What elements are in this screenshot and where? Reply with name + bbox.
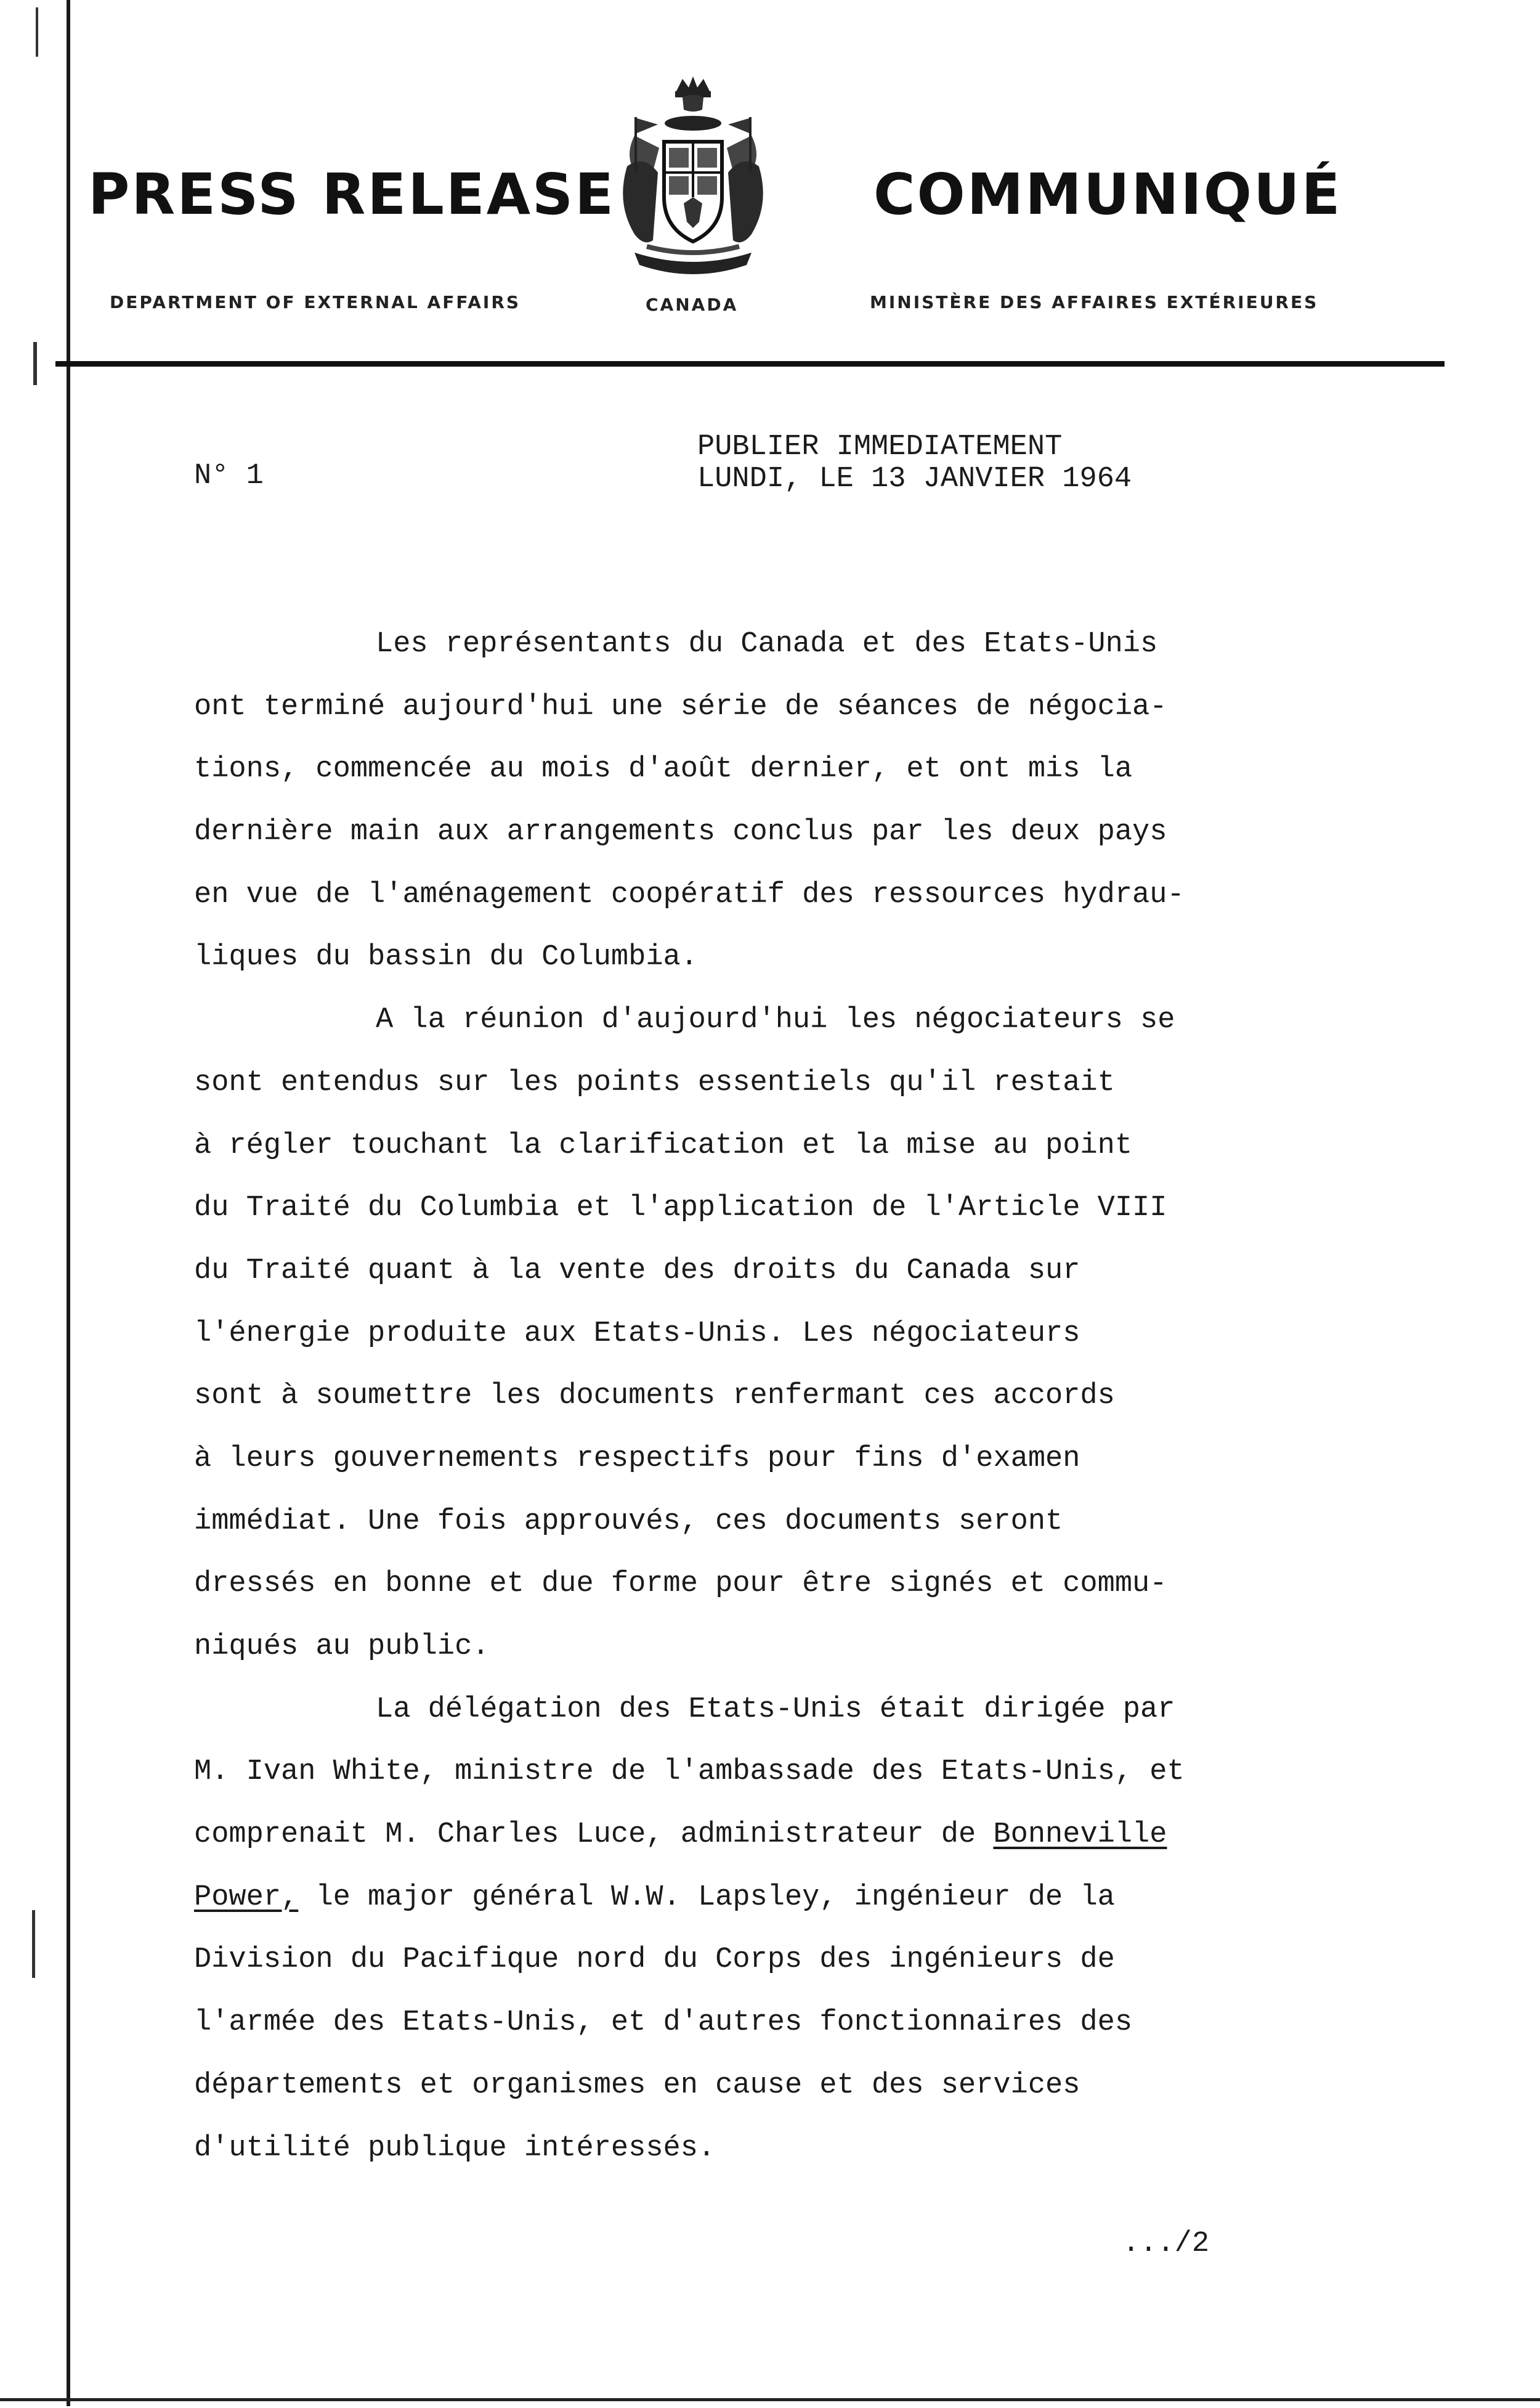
body-text-segment: comprenait M. Charles Luce, administrateur de <box>194 1818 994 1852</box>
press-release-title: PRESS RELEASE <box>88 161 615 227</box>
body-line: Les représentants du Canada et des Etats-Unis <box>376 628 1158 661</box>
body-line: sont entendus sur les points essentiels qu'il restait <box>194 1066 1115 1099</box>
body-line: l'armée des Etats-Unis, et d'autres fonctionnaires des <box>194 2006 1133 2040</box>
body-line: La délégation des Etats-Unis était dirigée par <box>376 1693 1175 1726</box>
release-date: LUNDI, LE 13 JANVIER 1964 <box>697 463 1132 495</box>
body-line: d'utilité publique intéressés. <box>194 2131 716 2165</box>
release-info <box>697 431 1132 495</box>
body-line: dressés en bonne et due forme pour être signés et commu- <box>194 1568 1167 1601</box>
body-line: Division du Pacifique nord du Corps des ingénieurs de <box>194 1943 1115 1977</box>
department-french: MINISTÈRE DES AFFAIRES EXTÉRIEURES <box>870 292 1319 312</box>
body-line: liques du bassin du Columbia. <box>194 941 698 974</box>
continued-page-marker: .../2 <box>1122 2227 1210 2260</box>
underlined-term: Bonneville <box>993 1818 1167 1852</box>
body-line: M. Ivan White, ministre de l'ambassade des Etats-Unis, et <box>194 1755 1185 1789</box>
body-line: tions, commencée au mois d'août dernier, et ont mis la <box>194 753 1133 786</box>
body-line <box>194 1866 1315 1929</box>
page-bottom-edge-line <box>0 2398 1540 2401</box>
body-line <box>194 1804 1315 1866</box>
body-line: en vue de l'aménagement coopératif des ressources hydrau- <box>194 878 1185 911</box>
body-line: l'énergie produite aux Etats-Unis. Les négociateurs <box>194 1317 1080 1350</box>
scan-edge-mark <box>33 342 37 385</box>
body-line: sont à soumettre les documents renfermant ces accords <box>194 1380 1115 1413</box>
scan-edge-mark <box>36 7 38 57</box>
country-label: CANADA <box>646 295 739 315</box>
release-number: N° 1 <box>194 460 264 492</box>
body-line: du Traité quant à la vente des droits du Canada sur <box>194 1254 1080 1287</box>
department-english: DEPARTMENT OF EXTERNAL AFFAIRS <box>110 292 521 312</box>
body-line: dernière main aux arrangements conclus par les deux pays <box>194 816 1167 849</box>
header-divider <box>55 361 1445 367</box>
publish-note: PUBLIER IMMEDIATEMENT <box>697 431 1063 463</box>
body-line: ont terminé aujourd'hui une série de séances de négocia- <box>194 690 1167 723</box>
release-body <box>194 613 1315 2179</box>
communique-title: COMMUNIQUÉ <box>873 161 1342 227</box>
body-line: A la réunion d'aujourd'hui les négociateurs se <box>376 1004 1175 1037</box>
body-line: immédiat. Une fois approuvés, ces documents seront <box>194 1505 1063 1538</box>
underlined-term: Power, <box>194 1881 299 1914</box>
coat-of-arms-of-canada-icon <box>610 74 776 290</box>
body-line: niqués au public. <box>194 1630 490 1663</box>
body-line: départements et organismes en cause et des services <box>194 2068 1080 2102</box>
body-line: du Traité du Columbia et l'application de l'Article VIII <box>194 1192 1167 1225</box>
body-line: à régler touchant la clarification et la mise au point <box>194 1129 1133 1162</box>
body-line: à leurs gouvernements respectifs pour fins d'examen <box>194 1442 1080 1475</box>
scan-edge-mark <box>32 1910 35 1978</box>
body-text-segment: le major général W.W. Lapsley, ingénieur de la <box>298 1881 1115 1914</box>
